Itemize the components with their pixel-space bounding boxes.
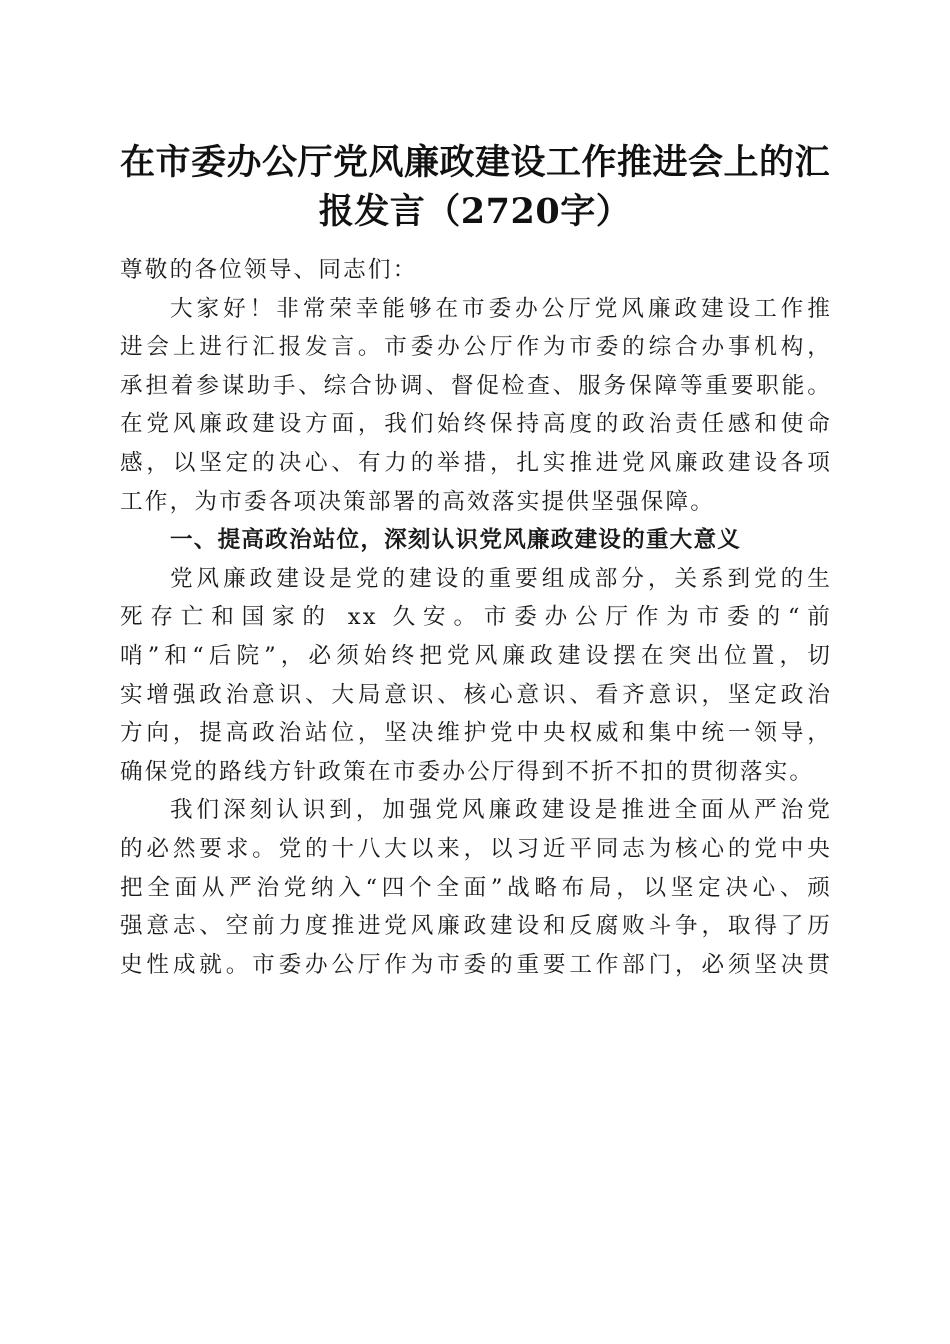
salutation: 尊敬的各位领导、同志们：	[120, 257, 418, 283]
paragraph-line: 死存亡和国家的 xx 久安。市委办公厅作为市委的“前	[120, 604, 832, 631]
paragraph-line: 实增强政治意识、大局意识、核心意识、看齐意识，坚定政治	[120, 681, 832, 708]
paragraph-line: 我们深刻认识到，加强党风廉政建设是推进全面从严治党	[170, 797, 832, 824]
paragraph-line: 强意志、空前力度推进党风廉政建设和反腐败斗争，取得了历	[120, 913, 832, 940]
paragraph-line: 方向，提高政治站位，坚决维护党中央权威和集中统一领导，	[120, 720, 832, 747]
document-body	[120, 251, 832, 984]
paragraph-line: 党风廉政建设是党的建设的重要组成部分，关系到党的生	[170, 565, 832, 592]
paragraph-line: 工作，为市委各项决策部署的高效落实提供坚强保障。	[120, 488, 716, 515]
paragraph-line: 哨”和“后院”，必须始终把党风廉政建设摆在突出位置，切	[120, 642, 832, 669]
paragraph-line: 史性成就。市委办公厅作为市委的重要工作部门，必须坚决贯	[120, 951, 832, 978]
paragraph-line: 的必然要求。党的十八大以来，以习近平同志为核心的党中央	[120, 835, 832, 862]
paragraph-line: 大家好！非常荣幸能够在市委办公厅党风廉政建设工作推	[170, 295, 832, 322]
paragraph-line: 承担着参谋助手、综合协调、督促检查、服务保障等重要职能。	[120, 372, 832, 399]
title-line-2: 报发言（2720字）	[318, 191, 632, 232]
paragraph-line: 感，以坚定的决心、有力的举措，扎实推进党风廉政建设各项	[120, 449, 832, 476]
document-title	[95, 138, 855, 236]
paragraph-line: 进会上进行汇报发言。市委办公厅作为市委的综合办事机构，	[120, 334, 832, 361]
paragraph-line: 在党风廉政建设方面，我们始终保持高度的政治责任感和使命	[120, 411, 832, 438]
paragraph-line: 确保党的路线方针政策在市委办公厅得到不折不扣的贯彻落实。	[120, 758, 815, 785]
section-heading: 一、提高政治站位，深刻认识党风廉政建设的重大意义	[170, 527, 742, 554]
paragraph-line: 把全面从严治党纳入“四个全面”战略布局，以坚定决心、顽	[120, 874, 832, 901]
title-line-1: 在市委办公厅党风廉政建设工作推进会上的汇	[119, 142, 830, 183]
